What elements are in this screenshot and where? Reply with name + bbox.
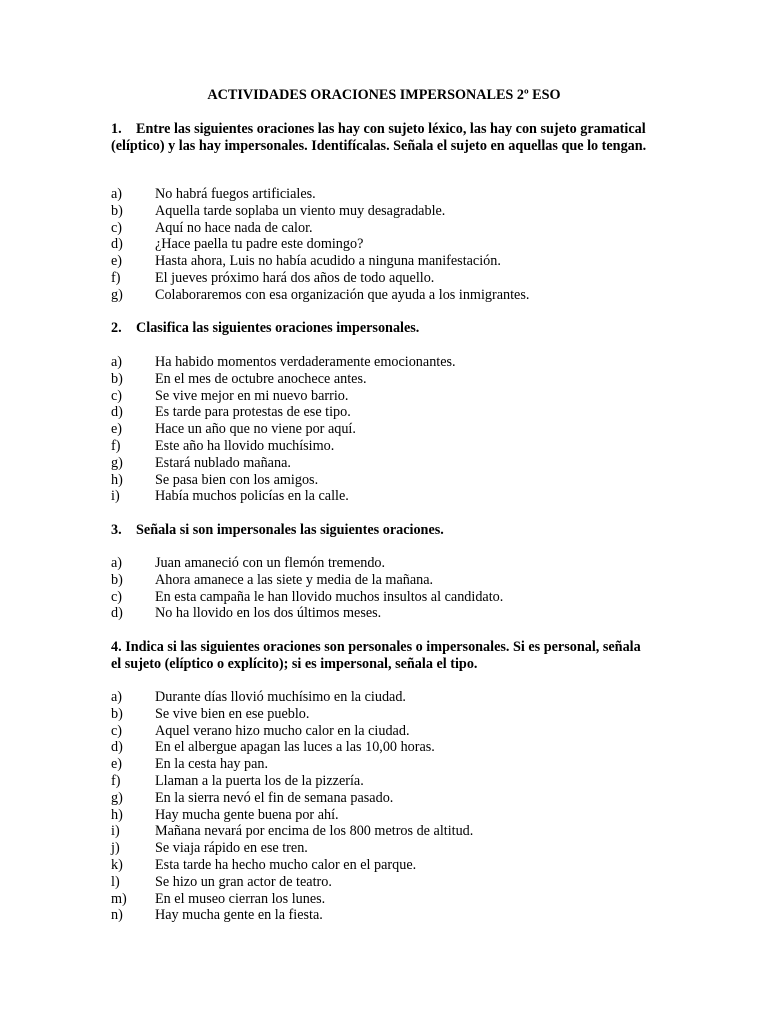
item-label: e) (111, 756, 123, 773)
list-item (111, 857, 473, 874)
list-item (111, 773, 473, 790)
item-text: No ha llovido en los dos últimos meses. (155, 605, 382, 622)
item-label: g) (111, 454, 123, 471)
item-label: a) (111, 186, 123, 202)
item-text: Hasta ahora, Luis no había acudido a ninguna manifestación. (155, 253, 501, 270)
item-text: Esta tarde ha hecho mucho calor en el parque. (155, 856, 417, 873)
list-item (111, 706, 473, 723)
section-number: 1. (111, 121, 122, 137)
item-label: f) (111, 772, 121, 789)
list-item (111, 739, 473, 756)
item-text: Juan amaneció con un flemón tremendo. (155, 555, 386, 571)
section-heading-text: Clasifica las siguientes oraciones impersonales. (136, 320, 420, 336)
item-text: El jueves próximo hará dos años de todo aquello. (155, 269, 435, 286)
list-item (111, 790, 473, 807)
item-label: b) (111, 202, 123, 219)
list-item (111, 605, 503, 622)
list-item (111, 270, 529, 287)
list-item (111, 756, 473, 773)
item-label: e) (111, 421, 123, 438)
item-label: a) (111, 555, 123, 571)
item-text: Ha habido momentos verdaderamente emocionantes. (155, 354, 456, 370)
item-label: a) (111, 354, 123, 370)
item-text: En el museo cierran los lunes. (155, 890, 326, 907)
list-item (111, 689, 473, 706)
item-label: g) (111, 789, 123, 806)
item-text: Hace un año que no viene por aquí. (155, 421, 356, 438)
list-item (111, 723, 473, 740)
item-label: h) (111, 471, 123, 488)
section-4-heading (111, 639, 651, 673)
item-label: g) (111, 286, 123, 303)
item-label: c) (111, 219, 123, 236)
item-text: Mañana nevará por encima de los 800 metros de altitud. (155, 823, 474, 840)
section-3-heading (111, 522, 651, 539)
list-item (111, 840, 473, 857)
item-label: b) (111, 571, 123, 588)
list-item (111, 555, 503, 572)
item-text: En la cesta hay pan. (155, 756, 269, 773)
list-item (111, 186, 529, 203)
section-1-list (111, 186, 529, 304)
item-label: l) (111, 873, 120, 890)
section-heading-text: Indica si las siguientes oraciones son personales o impersonales. Si es personal, señala el sujeto (elíptico o explícito); si es impersonal, señala el tipo. (111, 639, 641, 672)
item-text: ¿Hace paella tu padre este domingo? (155, 236, 364, 253)
item-label: d) (111, 605, 123, 622)
item-label: f) (111, 437, 121, 454)
section-heading-text: Señala si son impersonales las siguientes oraciones. (136, 522, 444, 538)
section-4-list (111, 689, 473, 924)
section-2-heading (111, 320, 651, 337)
item-text: Se viaja rápido en ese tren. (155, 840, 308, 857)
list-item (111, 388, 456, 405)
section-1-heading (111, 121, 651, 155)
list-item (111, 287, 529, 304)
item-text: Había muchos policías en la calle. (155, 488, 349, 505)
list-item (111, 404, 456, 421)
item-label: d) (111, 739, 123, 756)
list-item (111, 354, 456, 371)
list-item (111, 253, 529, 270)
section-number: 4. (111, 639, 122, 655)
item-text: Se pasa bien con los amigos. (155, 471, 319, 488)
item-label: b) (111, 705, 123, 722)
item-text: Llaman a la puerta los de la pizzería. (155, 772, 364, 789)
list-item (111, 421, 456, 438)
item-text: Es tarde para protestas de ese tipo. (155, 404, 351, 421)
item-text: En el mes de octubre anochece antes. (155, 370, 367, 387)
list-item (111, 572, 503, 589)
item-text: Ahora amanece a las siete y media de la mañana. (155, 571, 434, 588)
item-label: d) (111, 236, 123, 253)
document-title: ACTIVIDADES ORACIONES IMPERSONALES 2º ESO (207, 87, 561, 103)
item-label: c) (111, 588, 123, 605)
item-label: b) (111, 370, 123, 387)
list-item (111, 874, 473, 891)
item-text: Aquí no hace nada de calor. (155, 219, 313, 236)
item-label: a) (111, 689, 123, 705)
section-number: 2. (111, 320, 122, 336)
item-text: Se vive mejor en mi nuevo barrio. (155, 387, 349, 404)
item-label: f) (111, 269, 121, 286)
item-label: m) (111, 890, 127, 907)
item-label: c) (111, 722, 123, 739)
item-text: Hay mucha gente en la fiesta. (155, 907, 323, 924)
item-text: En la sierra nevó el fin de semana pasado. (155, 789, 394, 806)
list-item (111, 823, 473, 840)
item-text: En esta campaña le han llovido muchos insultos al candidato. (155, 588, 504, 605)
item-label: j) (111, 840, 120, 857)
item-label: h) (111, 806, 123, 823)
list-item (111, 891, 473, 908)
list-item (111, 455, 456, 472)
list-item (111, 371, 456, 388)
list-item (111, 488, 456, 505)
item-text: Durante días llovió muchísimo en la ciudad. (155, 689, 406, 705)
section-heading-text: Entre las siguientes oraciones las hay con sujeto léxico, las hay con sujeto gramatical (elíptico) y las hay impersonales. Identifícalas. Señala el sujeto en aquellas que lo tengan. (111, 121, 647, 154)
item-text: Aquella tarde soplaba un viento muy desagradable. (155, 202, 446, 219)
list-item (111, 472, 456, 489)
item-label: i) (111, 823, 120, 840)
item-text: En el albergue apagan las luces a las 10,00 horas. (155, 739, 435, 756)
item-text: Colaboraremos con esa organización que ayuda a los inmigrantes. (155, 286, 530, 303)
item-text: Este año ha llovido muchísimo. (155, 437, 335, 454)
list-item (111, 438, 456, 455)
section-2-list (111, 354, 456, 505)
item-label: k) (111, 856, 123, 873)
section-3-list (111, 555, 503, 622)
item-text: Hay mucha gente buena por ahí. (155, 806, 339, 823)
item-label: d) (111, 404, 123, 421)
item-text: No habrá fuegos artificiales. (155, 186, 316, 202)
item-label: e) (111, 253, 123, 270)
item-label: n) (111, 907, 123, 924)
item-text: Se vive bien en ese pueblo. (155, 705, 310, 722)
list-item (111, 220, 529, 237)
item-label: c) (111, 387, 123, 404)
item-label: i) (111, 488, 120, 505)
list-item (111, 807, 473, 824)
item-text: Aquel verano hizo mucho calor en la ciudad. (155, 722, 410, 739)
section-number: 3. (111, 522, 122, 538)
item-text: Se hizo un gran actor de teatro. (155, 873, 332, 890)
list-item (111, 589, 503, 606)
list-item (111, 907, 473, 924)
list-item (111, 236, 529, 253)
list-item (111, 203, 529, 220)
item-text: Estará nublado mañana. (155, 454, 291, 471)
